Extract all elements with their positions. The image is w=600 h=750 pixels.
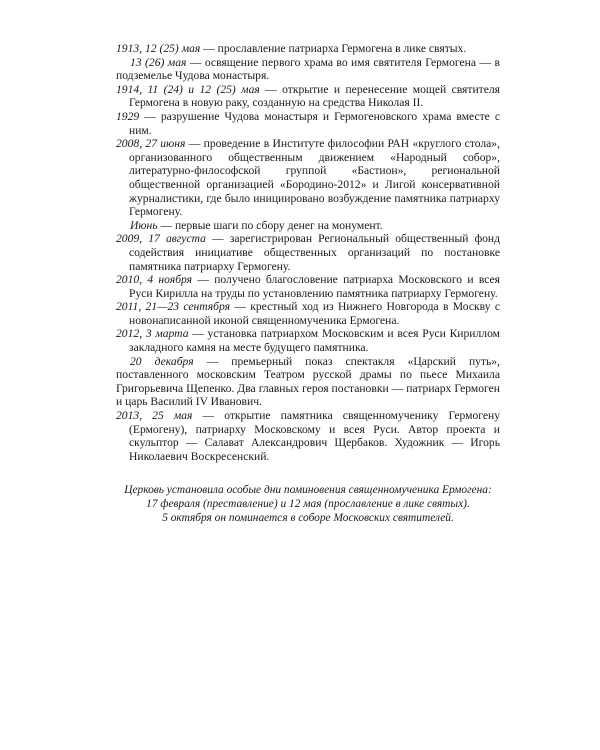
- entry-date: 2008, 27 июня: [116, 137, 186, 151]
- chronology-entry: [116, 409, 500, 463]
- document-page: [116, 42, 500, 525]
- commemoration-line-2: 17 февраля (преставление) и 12 мая (прославление в лике святых).: [146, 498, 470, 511]
- entry-date: 1913, 12 (25) мая: [116, 42, 201, 55]
- entry-text: — первые шаги по сбору денег на монумент.: [157, 218, 383, 232]
- chronology-entry: [116, 110, 500, 137]
- entry-text: — получено благословение патриарха Московского и всея Руси Кирилла на труды по установлению памятника патриарху Гермогену.: [129, 273, 500, 300]
- entry-text: — крестный ход из Нижнего Новгорода в Москву с новонаписанной иконой священномученика Ермогена.: [129, 300, 500, 327]
- entry-date: Июнь: [130, 218, 158, 232]
- entry-date: 1914, 11 (24) и 12 (25) мая: [116, 82, 260, 96]
- entry-text: — освящение первого храма во имя святителя Гермогена — в подземелье Чудова монастыря.: [116, 55, 500, 83]
- entry-date: 2009, 17 августа: [116, 232, 206, 246]
- entry-text: — проведение в Институте философии РАН «круглого стола», организованного общественным движением «Народный собор», литературно-философской группой «Бастион», региональной общественной организацией «Бородино-2012» и Лигой консервативной журналистики, где было инициировано возбуждение памятника патриарху Гермогену.: [129, 137, 500, 219]
- chronology-entry: [116, 42, 500, 56]
- chronology-entry: [116, 219, 500, 233]
- chronology-entry: [116, 355, 500, 409]
- commemoration-note: [116, 483, 500, 525]
- chronology-list: [116, 42, 500, 463]
- commemoration-line-1: Церковь установила особые дни поминовения священномученика Ермогена:: [124, 484, 492, 497]
- entry-date: 2010, 4 ноября: [116, 273, 193, 287]
- chronology-entry: [116, 56, 500, 83]
- entry-text: — зарегистрирован Региональный общественный фонд содействия инициативе общественных организаций по постановке памятника патриарху Гермогену.: [129, 232, 500, 273]
- entry-text: — разрушение Чудова монастыря и Гермогеновского храма вместе с ним.: [129, 109, 500, 137]
- entry-date: 1929: [116, 109, 140, 123]
- entry-date: 13 (26) мая: [130, 55, 187, 69]
- entry-text: — прославление патриарха Гермогена в лике святых.: [200, 42, 467, 55]
- entry-date: 20 декабря: [130, 354, 194, 368]
- chronology-entry: [116, 137, 500, 219]
- entry-date: 2013, 25 мая: [116, 409, 193, 423]
- entry-date: 2011, 21—23 сентября: [116, 300, 231, 314]
- chronology-entry: [116, 273, 500, 300]
- entry-text: — открытие и перенесение мощей святителя Гермогена в новую раку, созданную на средства Николая II.: [129, 82, 500, 110]
- entry-text: — премьерный показ спектакля «Царский путь», поставленного московским Театром русской драмы по пьесе Михаила Григорьевича Щепенко. Два главных героя постановки — патриарх Гермоген и царь Василий IV Иванович.: [116, 354, 500, 409]
- chronology-entry: [116, 232, 500, 273]
- entry-text: — открытие памятника священномученику Гермогену (Ермогену), патриарху Московскому и всея Руси. Автор проекта и скульптор — Салават Александрович Щербаков. Художник — Игорь Николаевич Воскресенский.: [129, 409, 500, 463]
- chronology-entry: [116, 83, 500, 110]
- chronology-entry: [116, 300, 500, 327]
- commemoration-line-3: 5 октября он поминается в соборе Московских святителей.: [162, 512, 454, 525]
- chronology-entry: [116, 327, 500, 354]
- entry-date: 2012, 3 марта: [116, 327, 189, 341]
- entry-text: — установка патриархом Московским и всея Руси Кириллом закладного камня на месте будущего памятника.: [129, 327, 500, 355]
